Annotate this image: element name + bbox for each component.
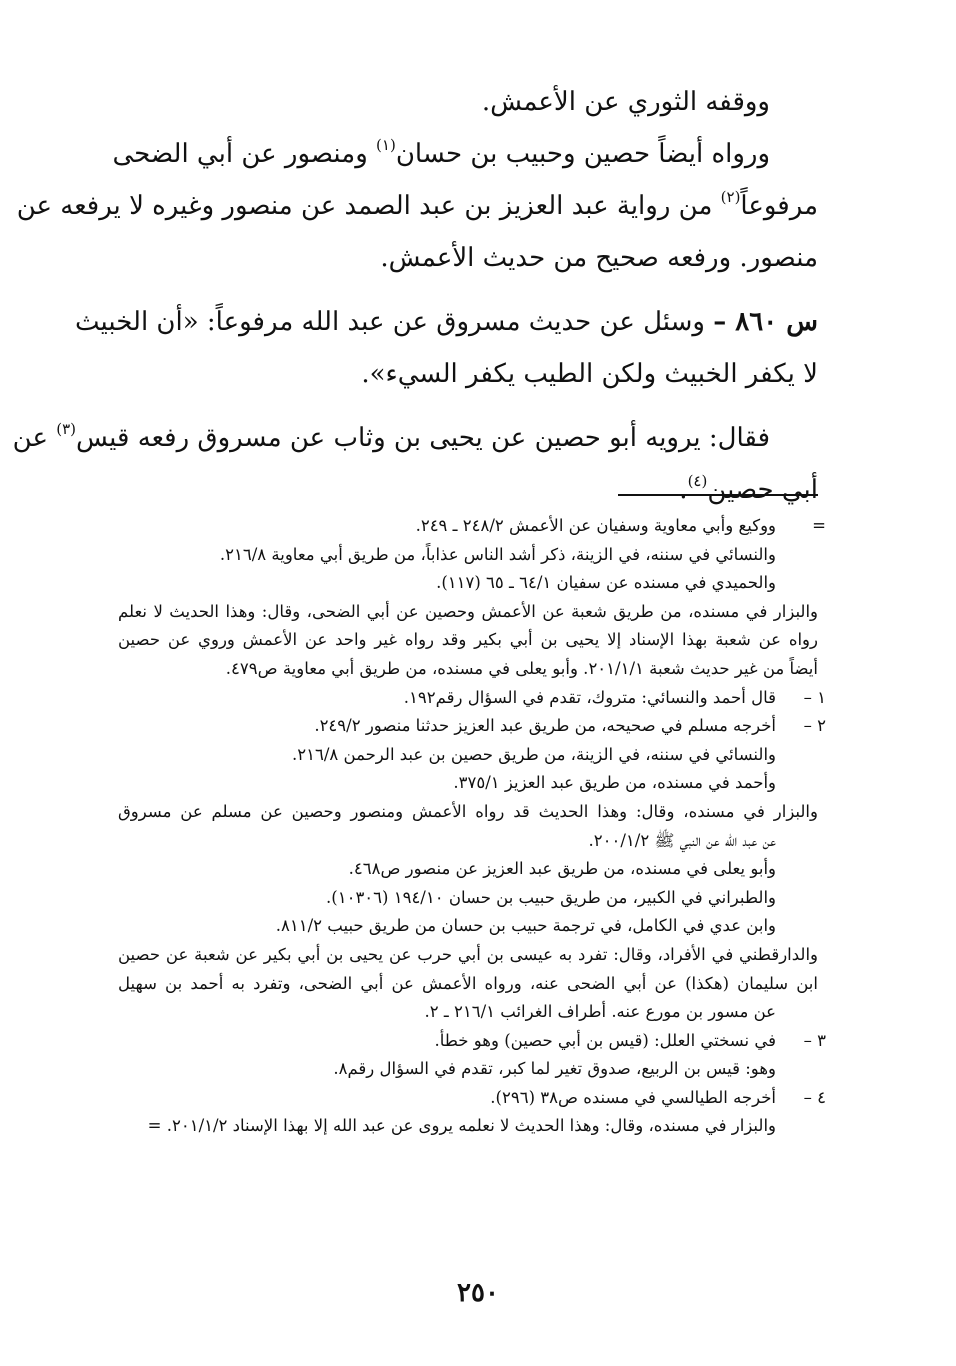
footnote-separator (618, 494, 818, 496)
footnote-line: والدارقطني في الأفراد، وقال: تفرد به عيسى بن أبي حرب عن يحيى بن أبي بكير عن شعبة عن حصين (118, 944, 818, 964)
footnote-ref[interactable]: (٣) (56, 420, 77, 438)
footnote-line: وابن عدي في الكامل، في ترجمة حبيب بن حسان من طريق حبيب ٨١١/٢. (275, 916, 776, 936)
main-line: أبي حصين$^{(٤)}$. (679, 472, 818, 505)
footnote-line: عن عبد الله عن النبي ﷺ ٢٠٠/١/٢. (588, 830, 776, 850)
footnote-line: أيضاً من غير حديث شعبة ٢٠١/١/١. وأبو يعلى في مسنده، من طريق أبي معاوية ص٤٧٩. (225, 658, 818, 678)
footnote-number: ٣ – (803, 1030, 826, 1050)
footnote-line: وأحمد في مسنده، من طريق عبد العزيز ٣٧٥/١. (453, 773, 776, 793)
main-line: ووقفه الثوري عن الأعمش. (481, 87, 770, 117)
footnote-ref[interactable]: (١) (376, 136, 396, 154)
answer-line: فقال: يرويه أبو حصين عن يحيى بن وثاب عن مسروق رفعه قيس$^{(٣)}$ عن (12, 420, 770, 453)
footnote-line: والنسائي في سننه، في الزينة، ذكر أشد الناس عذاباً، من طريق أبي معاوية ٢١٦/٨. (219, 544, 776, 564)
footnote-ref[interactable]: (٢) (720, 188, 741, 206)
continuation-mark: = (812, 516, 826, 535)
footnotes (118, 512, 826, 1141)
main-line: ورواه أيضاً حصين وحبيب بن حسان$^{(١)}$ ومنصور عن أبي الضحى (112, 136, 770, 169)
footnote-number: ٤ – (803, 1087, 826, 1107)
main-line: منصور. ورفعه صحيح من حديث الأعمش. (380, 243, 818, 273)
footnote-line: عن مسور بن مورع عنه. أطراف الغرائب ٢١٦/١ ـ ٢. (424, 1002, 776, 1022)
footnote-line: ١ – قال أحمد والنسائي: متروك، تقدم في السؤال رقم١٩٢. (118, 684, 818, 713)
footnote-line: والحميدي في مسنده عن سفيان ٦٤/١ ـ ٦٥ (١١٧). (436, 573, 776, 593)
question-heading: س ٨٦٠ – وسئل عن حديث مسروق عن عبد الله مرفوعاً: «أن الخبيث (75, 307, 818, 337)
footnote-line: ٢ – أخرجه مسلم في صحيحه، من طريق عبد العزيز حدثنا منصور ٢٤٩/٢. (118, 712, 818, 741)
main-text (12, 76, 818, 516)
footnote-line: والنسائي في سننه، في الزينة، من طريق حصين بن عبد الرحمن ٢١٦/٨. (292, 744, 776, 764)
footnote-line: ٣ – في نسختي العلل: (قيس بن أبي حصين) وهو خطأ. (118, 1027, 818, 1056)
footnote-line: ابن سليمان (هكذا) عن أبي الضحى عنه، ورواه الأعمش عن أبي الضحى، وتفرد به أحمد بن سهيل (118, 973, 818, 993)
footnote-line: ٤ – أخرجه الطيالسي في مسنده ص٣٨ (٢٩٦). (118, 1084, 818, 1113)
footnote-line: رواه عن شعبة بهذا الإسناد إلا يحيى بن أبي بكير وقد رواه غير واحد عن الأعمش وروي عن حصين (118, 630, 818, 650)
main-line: لا يكفر الخبيث ولكن الطيب يكفر السيء». (361, 359, 818, 389)
question-number: س ٨٦٠ – (713, 307, 818, 337)
footnote-ref[interactable]: (٤) (687, 472, 708, 490)
footnote-line: والبزار في مسنده، وقال: وهذا الحديث قد رواه الأعمش ومنصور وحصين عن مسلم عن مسروق (118, 801, 818, 821)
footnote-line: وهو: قيس بن الربيع، صدوق تغير لما كبر، تقدم في السؤال رقم٨. (333, 1059, 776, 1079)
footnote-line: والبزار في مسنده، من طريق شعبة عن الأعمش وحصين عن أبي الضحى، وقال: وهذا الحديث لا نعلم (118, 601, 818, 621)
footnote-line: = ووكيع وأبي معاوية وسفيان عن الأعمش ٢٤٨/٢ ـ ٢٤٩. (118, 512, 818, 541)
footnote-line: والطبراني في الكبير، من طريق حبيب بن حسان ١٩٤/١٠ (١٠٣٠٦). (326, 887, 776, 907)
footnote-line: وأبو يعلى في مسنده، من طريق عبد العزيز عن منصور ص٤٦٨. (348, 859, 776, 879)
footnote-number: ١ – (803, 687, 826, 707)
main-line: مرفوعاً$^{(٢)}$ من رواية عبد العزيز بن عبد الصمد عن منصور وغيره لا يرفعه عن (16, 188, 818, 221)
page-number: ٢٥٠ (457, 1278, 499, 1308)
footnote-number: ٢ – (803, 716, 826, 736)
footnote-line: والبزار في مسنده، وقال: وهذا الحديث لا نعلمه يروى عن عبد الله إلا بهذا الإسناد ٢٠١/١/٢. = (147, 1116, 776, 1136)
